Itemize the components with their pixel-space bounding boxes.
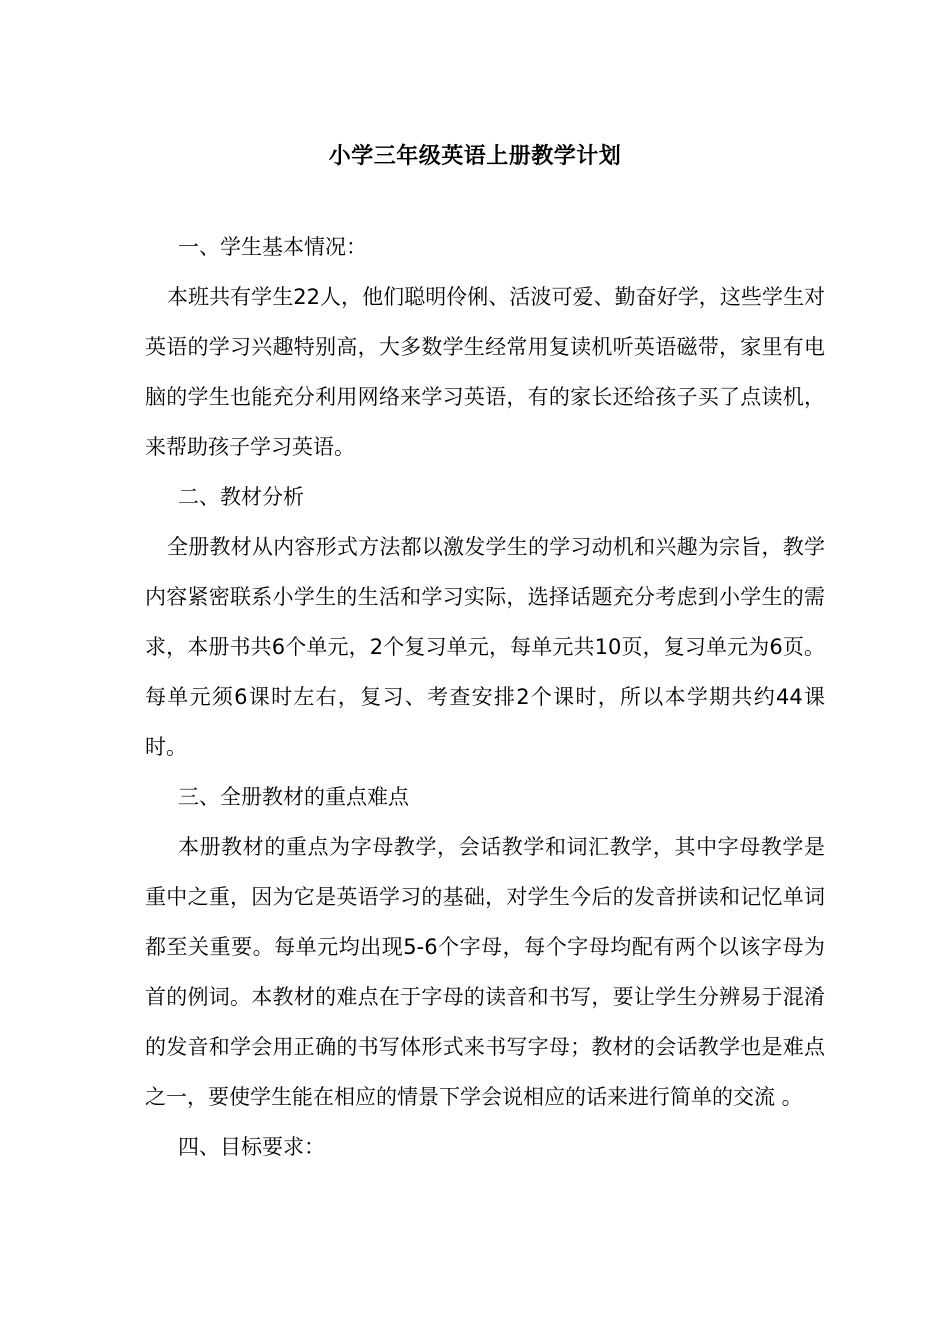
section-heading-textbook-analysis: 二、教材分析	[178, 485, 304, 509]
document-body	[145, 222, 825, 1172]
document-title: 小学三年级英语上册教学计划	[328, 143, 622, 169]
section-heading-goals: 四、目标要求：	[178, 1135, 325, 1159]
section-body-key-difficulties: 本册教材的重点为字母教学，会话教学和词汇教学，其中字母教学是重中之重，因为它是英语学习的基础，对学生今后的发音拼读和记忆单词都至关重要。每单元均出现5-6个字母，每个字母均配有两个以该字母为首的例词。本教材的难点在于字母的读音和书写，要让学生分辨易于混淆的发音和学会用正确的书写体形式来书写字母；教材的会话教学也是难点之一，要使学生能在相应的情景下学会说相应的话来进行简单的交流 。	[145, 835, 825, 1109]
section-body-students: 本班共有学生22人，他们聪明伶俐、活波可爱、勤奋好学，这些学生对英语的学习兴趣特别高，大多数学生经常用复读机听英语磁带，家里有电脑的学生也能充分利用网络来学习英语，有的家长还给孩子买了点读机，来帮助孩子学习英语。	[145, 285, 825, 459]
section-heading-key-difficulties: 三、全册教材的重点难点	[178, 785, 409, 809]
section-body-textbook-analysis: 全册教材从内容形式方法都以激发学生的学习动机和兴趣为宗旨，教学内容紧密联系小学生的生活和学习实际，选择话题充分考虑到小学生的需求，本册书共6个单元，2个复习单元，每单元共10页，复习单元为6页。每单元须6课时左右，复习、考查安排2个课时，所以本学期共约44课时。	[145, 535, 825, 759]
section-heading-students: 一、学生基本情况：	[178, 235, 367, 259]
